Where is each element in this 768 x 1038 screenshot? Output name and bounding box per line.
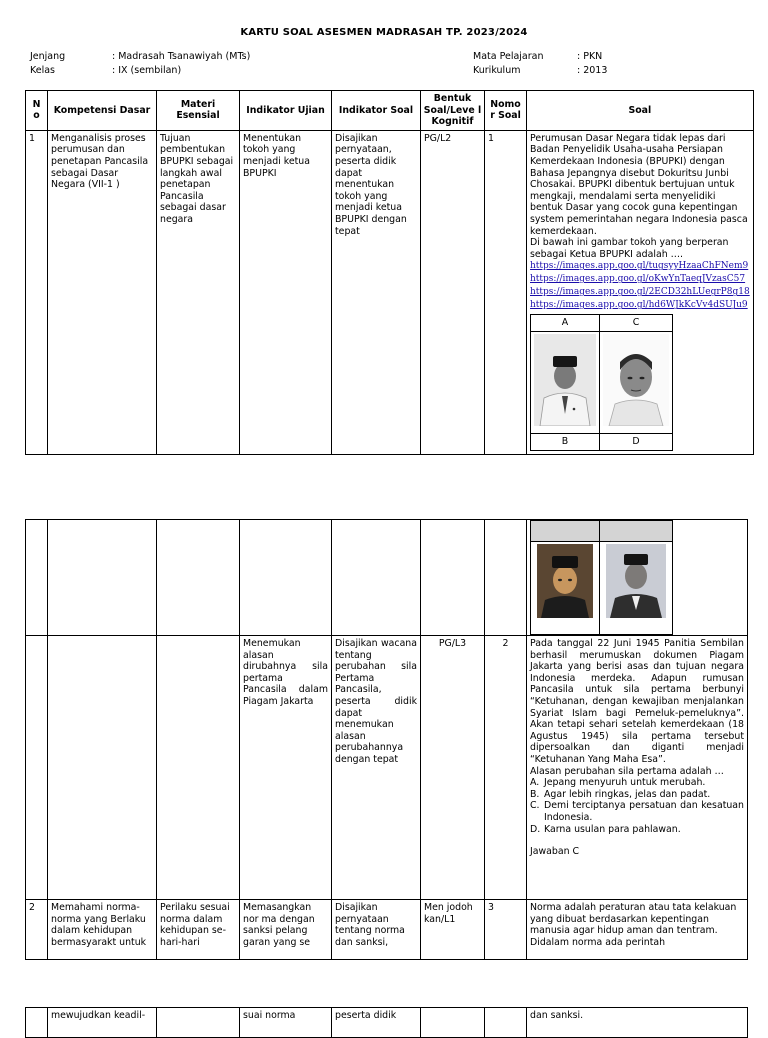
option-label-b: B	[531, 434, 600, 451]
cell-indikator-ujian: Memasangkan nor ma dengan sanksi pelang garan yang se	[240, 900, 332, 960]
cell-indikator-soal: Disajikan pernyataan, peserta didik dapat menentukan tokoh yang menjadi ketua BPUPKI dengan tepat	[332, 130, 421, 454]
col-header: N o	[26, 91, 48, 131]
meta-left	[30, 50, 250, 78]
soal-question: Di bawah ini gambar tokoh yang berperan sebagai Ketua BPUPKI adalah ….	[530, 237, 729, 260]
cell-kd: Memahami norma-norma yang Berlaku dalam kehidupan bermasyarakt untuk	[48, 900, 157, 960]
image-link[interactable]: https://images.app.goo.gl/oKwYnTaeqJVzasC57	[530, 274, 746, 285]
col-header: Indikator Soal	[332, 91, 421, 131]
image-link[interactable]: https://images.app.goo.gl/tugsyyHzaaChFNem9	[530, 261, 749, 272]
cell-bentuk: Men jodoh kan/L1	[421, 900, 485, 960]
meta-key: Mata Pelajaran	[473, 51, 544, 62]
col-header: Bentuk Soal/Leve l Kognitif	[421, 91, 485, 131]
table-row	[26, 130, 754, 454]
portrait-image-d	[606, 544, 666, 618]
cell-nomor: 1	[485, 130, 527, 454]
cell-bentuk: PG/L2	[421, 130, 485, 454]
question-card-table	[25, 90, 754, 455]
cell-kd: mewujudkan keadil-	[48, 1008, 157, 1038]
cell-soal: Norma adalah peraturan atau tata kelakuan yang dibuat berdasarkan kepentingan manusia agar hidup aman dan tentram. Didalam norma ada perintah	[527, 900, 748, 960]
cell-materi	[157, 636, 240, 900]
meta-value: : IX (sembilan)	[112, 65, 182, 76]
question-card-table-page3	[25, 1007, 748, 1038]
cell-indikator-ujian: Menemukan alasan dirubahnya sila pertama Pancasila dalam Piagam Jakarta	[240, 636, 332, 900]
cell-no	[26, 1008, 48, 1038]
table-row	[26, 900, 748, 960]
cell-materi	[157, 520, 240, 636]
meta-key: Kurikulum	[473, 65, 521, 76]
answer-option: D. Karna usulan para pahlawan.	[530, 823, 681, 835]
cell-no	[26, 520, 48, 636]
portrait-image-a	[534, 334, 596, 426]
cell-indikator-ujian: suai norma	[240, 1008, 332, 1038]
cell-kd	[48, 636, 157, 900]
option-label-cell	[531, 521, 600, 542]
cell-no	[26, 636, 48, 900]
cell-soal: dan sanksi.	[527, 1008, 748, 1038]
meta-value: : PKN	[577, 51, 603, 62]
cell-nomor: 3	[485, 900, 527, 960]
meta-key: Jenjang	[30, 51, 66, 62]
option-label-a: A	[531, 315, 600, 332]
col-header: Indikator Ujian	[240, 91, 332, 131]
cell-no: 1	[26, 130, 48, 454]
table-row	[26, 1008, 748, 1038]
cell-nomor: 2	[485, 636, 527, 900]
photo-option-b	[531, 542, 600, 635]
table-row	[26, 636, 748, 900]
option-label-d: D	[600, 434, 673, 451]
cell-indikator-soal	[332, 520, 421, 636]
image-link[interactable]: https://images.app.goo.gl/2ECD32hLUegrP8g18	[530, 287, 750, 298]
meta-right	[473, 50, 607, 78]
cell-soal	[527, 520, 748, 636]
col-header: Materi Esensial	[157, 91, 240, 131]
cell-bentuk	[421, 520, 485, 636]
cell-kd: Menganalisis proses perumusan dan penetapan Pancasila sebagai Dasar Negara (VII-1 )	[48, 130, 157, 454]
table-row	[26, 520, 748, 636]
col-header: Kompetensi Dasar	[48, 91, 157, 131]
answer-option: A. Jepang menyuruh untuk merubah.	[530, 777, 706, 789]
cell-bentuk: PG/L3	[421, 636, 485, 900]
cell-soal	[527, 636, 748, 900]
cell-indikator-soal: Disajikan pernyataan tentang norma dan sanksi,	[332, 900, 421, 960]
cell-no: 2	[26, 900, 48, 960]
cell-nomor	[485, 1008, 527, 1038]
option-label-c: C	[600, 315, 673, 332]
photo-option-a	[531, 332, 600, 434]
cell-nomor	[485, 520, 527, 636]
photo-grid	[530, 520, 673, 635]
cell-materi: Tujuan pembentukan BPUPKI sebagai langkah awal penetapan Pancasila sebagai dasar negara	[157, 130, 240, 454]
cell-soal	[527, 130, 754, 454]
answer-key: Jawaban C	[530, 846, 580, 858]
cell-bentuk	[421, 1008, 485, 1038]
col-header: Nomo r Soal	[485, 91, 527, 131]
meta-value: : Madrasah Tsanawiyah (MTs)	[112, 51, 251, 62]
cell-materi: Perilaku sesuai norma dalam kehidupan se-hari-hari	[157, 900, 240, 960]
photo-option-c	[600, 332, 673, 434]
photo-option-d	[600, 542, 673, 635]
answer-option: B. Agar lebih ringkas, jelas dan padat.	[530, 788, 711, 800]
soal-text: Perumusan Dasar Negara tidak lepas dari Badan Penyelidik Usaha-usaha Persiapan Kemerdekaan Indonesia (BPUPKI) dengan Bahasa Jepangnya disebut Dokuritsu Junbi Chosakai. BPUPKI dibentuk bertujuan untuk mengkaji, mendalami serta menyelidiki bentuk Dasar yang cocok guna kepentingan system pemerintahan negara Indonesia pasca kemerdekaan.	[530, 132, 748, 237]
cell-kd	[48, 520, 157, 636]
cell-indikator-soal: Disajikan wacana tentang perubahan sila Pertama Pancasila, peserta didik dapat menemukan alasan perubahannya dengan tepat	[332, 636, 421, 900]
header-row	[26, 91, 754, 131]
meta-key: Kelas	[30, 65, 56, 76]
photo-grid	[530, 314, 673, 451]
portrait-image-c	[603, 334, 669, 426]
meta-value: : 2013	[577, 65, 608, 76]
portrait-image-b	[537, 544, 593, 618]
option-label-cell	[600, 521, 673, 542]
col-header: Soal	[527, 91, 754, 131]
image-link[interactable]: https://images.app.goo.gl/hd6WJkKcVv4dSUJu9	[530, 300, 748, 311]
page-title: KARTU SOAL ASESMEN MADRASAH TP. 2023/2024	[240, 27, 528, 38]
question-card-table-continued	[25, 519, 748, 960]
soal-text: Pada tanggal 22 Juni 1945 Panitia Sembilan berhasil merumuskan dokumen Piagam Jakarta yang berisi asas dan tujuan negara Indonesia merdeka. Adapun rumusan Pancasila untuk sila pertama berbunyi “Ketuhanan, dengan kewajiban menjalankan Syariat Islam bagi Pemeluk-pemeluknya”. Akan tetapi sehari setelah kemerdekaan (18 Agustus 1945) sila pertama tersebut dipersoalkan dan diganti menjadi “Ketuhanan Yang Maha Esa”.	[530, 638, 744, 765]
cell-indikator-soal: peserta didik	[332, 1008, 421, 1038]
cell-indikator-ujian	[240, 520, 332, 636]
cell-indikator-ujian: Menentukan tokoh yang menjadi ketua BPUPKI	[240, 130, 332, 454]
soal-question: Alasan perubahan sila pertama adalah …	[530, 765, 724, 777]
cell-materi	[157, 1008, 240, 1038]
answer-option: C. Demi terciptanya persatuan dan kesatuan Indonesia.	[530, 800, 744, 823]
